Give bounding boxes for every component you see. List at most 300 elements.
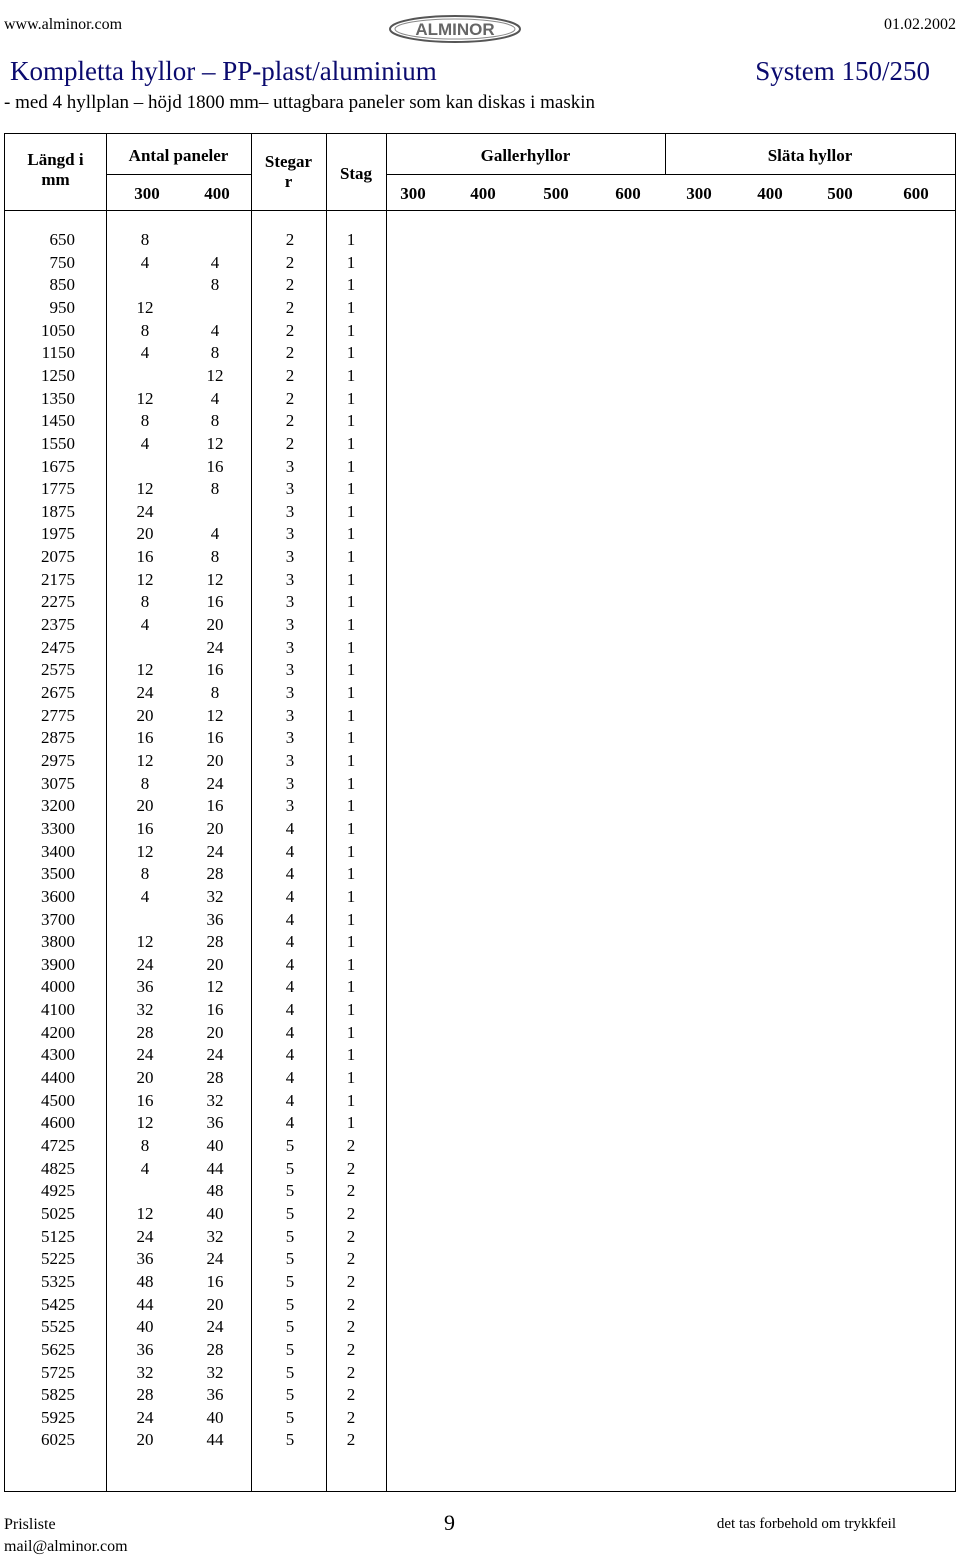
- row-panels-400: 20: [206, 615, 224, 635]
- row-panels-300: [125, 909, 165, 931]
- row-length: 3800: [41, 932, 75, 952]
- row-steps: 3: [285, 479, 295, 499]
- row-length: 5825: [41, 1385, 75, 1405]
- row-steps: 5: [285, 1226, 295, 1246]
- row-stag: 2: [346, 1294, 356, 1314]
- row-steps: 2: [285, 388, 295, 408]
- row-length: 5025: [41, 1203, 75, 1223]
- row-panels-300: 8: [140, 864, 150, 884]
- row-divider: [386, 174, 955, 175]
- row-length: 3300: [41, 818, 75, 838]
- row-length: 4500: [41, 1090, 75, 1110]
- panel-size-400: 400: [204, 184, 230, 203]
- row-panels-400: 44: [206, 1430, 224, 1450]
- row-length: 3200: [41, 796, 75, 816]
- row-steps: 5: [285, 1362, 295, 1382]
- row-steps: 4: [285, 1068, 295, 1088]
- row-steps: 4: [285, 1045, 295, 1065]
- row-length: 650: [49, 230, 75, 249]
- smooth-shelves-header: Släta hyllor: [767, 146, 853, 165]
- row-stag: 1: [346, 1068, 356, 1088]
- smooth-size: 400: [757, 184, 783, 203]
- row-length: 5125: [41, 1226, 75, 1246]
- row-panels-300: 16: [136, 547, 154, 567]
- row-panels-300: 32: [136, 1000, 154, 1020]
- row-panels-400: 32: [206, 1362, 224, 1382]
- row-panels-400: 28: [206, 932, 224, 952]
- row-panels-400: 40: [206, 1203, 224, 1223]
- page-number: 9: [444, 1510, 455, 1535]
- row-panels-400: 24: [206, 841, 224, 861]
- row-length: 3900: [41, 954, 75, 974]
- row-steps: 5: [285, 1271, 295, 1291]
- page-header: [4, 14, 956, 38]
- row-stag: 2: [346, 1158, 356, 1178]
- row-panels-400: 8: [210, 343, 220, 363]
- row-length: 2575: [41, 660, 75, 680]
- footer-email[interactable]: mail@alminor.com: [4, 1538, 128, 1555]
- row-length: 1775: [41, 479, 75, 499]
- row-stag: 1: [346, 479, 356, 499]
- row-panels-300: 12: [136, 750, 154, 770]
- alminor-logo: [388, 14, 522, 44]
- row-steps: 2: [285, 433, 295, 453]
- row-steps: 4: [285, 909, 295, 929]
- row-panels-300: [125, 637, 165, 659]
- row-stag: 1: [346, 1090, 356, 1110]
- row-panels-300: 20: [136, 705, 154, 725]
- row-stag: 1: [346, 818, 356, 838]
- row-length: 2375: [41, 615, 75, 635]
- row-stag: 1: [346, 433, 356, 453]
- row-steps: 4: [285, 1000, 295, 1020]
- row-steps: 3: [285, 796, 295, 816]
- row-panels-400: 16: [206, 728, 224, 748]
- row-steps: 3: [285, 592, 295, 612]
- row-panels-400: 28: [206, 1339, 224, 1359]
- footer-left: [4, 1514, 128, 1558]
- row-stag: 1: [346, 388, 356, 408]
- row-stag: 2: [346, 1249, 356, 1269]
- row-length: 2475: [41, 637, 75, 657]
- row-panels-300: 4: [140, 615, 150, 635]
- row-panels-300: 24: [136, 501, 154, 521]
- row-stag: 1: [346, 275, 356, 295]
- row-steps: 5: [285, 1385, 295, 1405]
- row-steps: 5: [285, 1158, 295, 1178]
- row-length: 3700: [41, 909, 75, 929]
- row-panels-400: 8: [210, 479, 220, 499]
- row-panels-300: 12: [136, 297, 154, 317]
- row-panels-400: 20: [206, 1022, 224, 1042]
- row-panels-400: 16: [206, 456, 224, 476]
- row-length: 3075: [41, 773, 75, 793]
- row-steps: 5: [285, 1430, 295, 1450]
- row-panels-400: 48: [206, 1181, 224, 1201]
- row-steps: 4: [285, 1090, 295, 1110]
- row-steps: 5: [285, 1407, 295, 1427]
- logo-text: ALMINOR: [415, 20, 495, 39]
- row-length: 1250: [41, 365, 75, 385]
- row-steps: 3: [285, 750, 295, 770]
- row-panels-300: 24: [136, 954, 154, 974]
- row-length: 2275: [41, 592, 75, 612]
- row-steps: 4: [285, 886, 295, 906]
- row-stag: 1: [346, 750, 356, 770]
- row-steps: 5: [285, 1181, 295, 1201]
- row-steps: 3: [285, 637, 295, 657]
- col-stag-header: Stag: [339, 164, 373, 183]
- row-panels-300: [125, 365, 165, 387]
- row-steps: 5: [285, 1317, 295, 1337]
- row-steps: 4: [285, 1022, 295, 1042]
- row-length: 1975: [41, 524, 75, 544]
- grid-size: 400: [470, 184, 496, 203]
- row-length: 3400: [41, 841, 75, 861]
- row-panels-400: 8: [210, 275, 220, 295]
- row-panels-400: 36: [206, 909, 224, 929]
- row-length: 950: [49, 297, 75, 317]
- col-divider: [251, 134, 252, 1491]
- row-length: 5925: [41, 1407, 75, 1427]
- row-panels-400: 4: [210, 524, 220, 544]
- row-stag: 1: [346, 932, 356, 952]
- row-panels-400: 12: [206, 977, 224, 997]
- row-steps: 5: [285, 1136, 295, 1155]
- page-title: [10, 56, 930, 90]
- row-steps: 3: [285, 728, 295, 748]
- row-panels-300: 12: [136, 1113, 154, 1133]
- row-stag: 1: [346, 456, 356, 476]
- row-length: 5725: [41, 1362, 75, 1382]
- row-panels-300: 12: [136, 841, 154, 861]
- row-stag: 2: [346, 1226, 356, 1246]
- row-panels-400: 8: [210, 683, 220, 702]
- row-panels-400: 40: [206, 1136, 224, 1155]
- row-panels-300: 8: [140, 320, 150, 340]
- row-stag: 2: [346, 1203, 356, 1223]
- row-steps: 3: [285, 773, 295, 793]
- row-panels-400: 4: [210, 388, 220, 408]
- row-stag: 1: [346, 230, 356, 249]
- row-steps: 3: [285, 501, 295, 521]
- row-steps: 4: [285, 977, 295, 997]
- row-panels-400: 8: [210, 411, 220, 431]
- row-steps: 5: [285, 1339, 295, 1359]
- row-panels-400: 20: [206, 818, 224, 838]
- print-date: 01.02.2002: [884, 16, 956, 33]
- smooth-size: 600: [903, 184, 929, 203]
- row-panels-300: 4: [140, 886, 150, 906]
- smooth-size: 300: [686, 184, 712, 203]
- row-panels-400: 4: [210, 252, 220, 272]
- row-steps: 3: [285, 547, 295, 567]
- row-panels-400: 16: [206, 1271, 224, 1291]
- row-panels-300: 36: [136, 977, 154, 997]
- row-steps: 2: [285, 297, 295, 317]
- row-panels-400: 36: [206, 1113, 224, 1133]
- row-panels-400: [195, 501, 235, 523]
- row-stag: 1: [346, 728, 356, 748]
- row-length: 2175: [41, 569, 75, 589]
- row-length: 5425: [41, 1294, 75, 1314]
- row-length: 2675: [41, 683, 75, 702]
- row-panels-300: 8: [140, 230, 150, 249]
- row-length: 4000: [41, 977, 75, 997]
- header-divider: [5, 210, 955, 211]
- row-panels-300: 4: [140, 252, 150, 272]
- row-stag: 2: [346, 1181, 356, 1201]
- row-panels-300: 20: [136, 1068, 154, 1088]
- col-divider: [386, 134, 387, 1491]
- row-panels-300: 48: [136, 1271, 154, 1291]
- row-length: 2975: [41, 750, 75, 770]
- row-panels-300: 4: [140, 1158, 150, 1178]
- row-stag: 1: [346, 1113, 356, 1133]
- row-length: 5225: [41, 1249, 75, 1269]
- row-steps: 4: [285, 1113, 295, 1133]
- grid-size: 500: [543, 184, 569, 203]
- row-panels-300: 20: [136, 524, 154, 544]
- row-stag: 1: [346, 411, 356, 431]
- row-stag: 2: [346, 1430, 356, 1450]
- row-panels-400: 32: [206, 886, 224, 906]
- row-length: 4300: [41, 1045, 75, 1065]
- row-stag: 1: [346, 773, 356, 793]
- row-steps: 2: [285, 343, 295, 363]
- row-panels-300: 8: [140, 1136, 150, 1155]
- row-stag: 2: [346, 1339, 356, 1359]
- row-steps: 3: [285, 615, 295, 635]
- row-length: 5325: [41, 1271, 75, 1291]
- row-length: 4400: [41, 1068, 75, 1088]
- row-stag: 1: [346, 683, 356, 702]
- row-panels-300: 8: [140, 411, 150, 431]
- row-panels-400: 12: [206, 569, 224, 589]
- row-steps: 3: [285, 456, 295, 476]
- row-steps: 4: [285, 818, 295, 838]
- row-steps: 3: [285, 660, 295, 680]
- row-panels-300: 24: [136, 1045, 154, 1065]
- row-panels-300: 16: [136, 1090, 154, 1110]
- row-length: 4100: [41, 1000, 75, 1020]
- site-url[interactable]: www.alminor.com: [4, 16, 123, 33]
- row-steps: 4: [285, 932, 295, 952]
- grid-size: 600: [615, 184, 641, 203]
- row-steps: 5: [285, 1249, 295, 1269]
- shelf-table: [4, 133, 956, 1492]
- row-panels-400: 16: [206, 1000, 224, 1020]
- grid-shelves-header: Gallerhyllor: [480, 146, 571, 165]
- row-stag: 1: [346, 547, 356, 567]
- row-stag: 1: [346, 524, 356, 544]
- row-length: 5625: [41, 1339, 75, 1359]
- grid-size: 300: [400, 184, 426, 203]
- row-length: 2075: [41, 547, 75, 567]
- row-stag: 1: [346, 1000, 356, 1020]
- row-panels-300: 12: [136, 932, 154, 952]
- row-length: 1550: [41, 433, 75, 453]
- row-panels-300: 28: [136, 1022, 154, 1042]
- row-length: 750: [49, 252, 75, 272]
- row-length: 4925: [41, 1181, 75, 1201]
- page-footer: [4, 1510, 956, 1554]
- row-stag: 1: [346, 343, 356, 363]
- row-panels-300: [125, 274, 165, 296]
- row-stag: 1: [346, 705, 356, 725]
- row-length: 1350: [41, 388, 75, 408]
- row-length: 4200: [41, 1022, 75, 1042]
- row-panels-300: [125, 1180, 165, 1202]
- row-panels-300: 12: [136, 569, 154, 589]
- row-panels-400: 36: [206, 1385, 224, 1405]
- row-length: 5525: [41, 1317, 75, 1337]
- title-system: System 150/250: [755, 56, 930, 86]
- row-steps: 3: [285, 569, 295, 589]
- row-panels-300: 16: [136, 728, 154, 748]
- row-steps: 2: [285, 365, 295, 385]
- row-stag: 1: [346, 796, 356, 816]
- row-stag: 1: [346, 954, 356, 974]
- row-panels-400: [195, 229, 235, 251]
- row-steps: 4: [285, 864, 295, 884]
- row-stag: 2: [346, 1317, 356, 1337]
- row-panels-400: 28: [206, 864, 224, 884]
- row-steps: 4: [285, 841, 295, 861]
- row-panels-400: 28: [206, 1068, 224, 1088]
- row-panels-400: 24: [206, 1045, 224, 1065]
- row-length: 4600: [41, 1113, 75, 1133]
- row-panels-400: 16: [206, 796, 224, 816]
- row-panels-300: 28: [136, 1385, 154, 1405]
- row-panels-300: 12: [136, 388, 154, 408]
- row-length: 4825: [41, 1158, 75, 1178]
- row-stag: 1: [346, 977, 356, 997]
- row-stag: 2: [346, 1271, 356, 1291]
- row-panels-400: 24: [206, 1249, 224, 1269]
- row-panels-400: 32: [206, 1090, 224, 1110]
- row-panels-400: 8: [210, 547, 220, 567]
- row-panels-400: 12: [206, 705, 224, 725]
- row-panels-300: 12: [136, 1203, 154, 1223]
- row-steps: 4: [285, 954, 295, 974]
- row-steps: 2: [285, 320, 295, 340]
- row-length: 1150: [41, 343, 75, 363]
- row-panels-300: 16: [136, 818, 154, 838]
- row-steps: 3: [285, 705, 295, 725]
- row-panels-300: 4: [140, 343, 150, 363]
- row-length: 4725: [41, 1136, 75, 1155]
- row-stag: 1: [346, 252, 356, 272]
- row-stag: 1: [346, 909, 356, 929]
- row-panels-300: 8: [140, 592, 150, 612]
- row-stag: 1: [346, 660, 356, 680]
- row-length: 1875: [41, 501, 75, 521]
- row-stag: 1: [346, 592, 356, 612]
- row-panels-300: 24: [136, 683, 154, 702]
- row-stag: 2: [346, 1407, 356, 1427]
- row-panels-400: 32: [206, 1226, 224, 1246]
- row-steps: 5: [285, 1294, 295, 1314]
- row-panels-300: 20: [136, 1430, 154, 1450]
- row-panels-300: 36: [136, 1249, 154, 1269]
- row-panels-300: 36: [136, 1339, 154, 1359]
- row-panels-400: 12: [206, 365, 224, 385]
- footer-label: Prisliste: [4, 1516, 56, 1533]
- row-stag: 2: [346, 1385, 356, 1405]
- row-steps: 3: [285, 683, 295, 702]
- row-panels-400: 20: [206, 750, 224, 770]
- panels-group-header: Antal paneler: [128, 146, 229, 165]
- row-length: 3500: [41, 864, 75, 884]
- row-stag: 1: [346, 1045, 356, 1065]
- footer-disclaimer: det tas forbehold om trykkfeil: [716, 1516, 896, 1532]
- row-panels-400: 12: [206, 433, 224, 453]
- row-panels-300: 40: [136, 1317, 154, 1337]
- row-steps: 2: [285, 275, 295, 295]
- row-panels-400: 24: [206, 1317, 224, 1337]
- row-panels-300: 8: [140, 773, 150, 793]
- row-length: 850: [49, 275, 75, 295]
- col-divider: [106, 134, 107, 1491]
- row-panels-400: 44: [206, 1158, 224, 1178]
- col-length-header: Längd i mm: [27, 150, 84, 189]
- row-panels-400: 24: [206, 637, 224, 657]
- row-steps: 2: [285, 252, 295, 272]
- row-stag: 1: [346, 569, 356, 589]
- row-panels-300: 4: [140, 433, 150, 453]
- row-steps: 5: [285, 1203, 295, 1223]
- row-panels-300: [125, 456, 165, 478]
- smooth-size: 500: [827, 184, 853, 203]
- row-steps: 2: [285, 230, 295, 249]
- row-panels-400: 40: [206, 1407, 224, 1427]
- row-stag: 1: [346, 637, 356, 657]
- row-stag: 2: [346, 1362, 356, 1382]
- row-panels-300: 12: [136, 479, 154, 499]
- row-panels-300: 44: [136, 1294, 154, 1314]
- row-length: 1675: [41, 456, 75, 476]
- row-stag: 1: [346, 1022, 356, 1042]
- row-stag: 1: [346, 297, 356, 317]
- row-steps: 2: [285, 411, 295, 431]
- row-panels-300: 24: [136, 1226, 154, 1246]
- page-subtitle: - med 4 hyllplan – höjd 1800 mm– uttagbara paneler som kan diskas i maskin: [4, 92, 596, 113]
- title-product: Kompletta hyllor – PP-plast/aluminium: [10, 56, 437, 86]
- row-stag: 1: [346, 841, 356, 861]
- row-length: 1050: [41, 320, 75, 340]
- row-stag: 1: [346, 615, 356, 635]
- row-stag: 2: [346, 1136, 356, 1155]
- row-steps: 3: [285, 524, 295, 544]
- row-stag: 1: [346, 886, 356, 906]
- row-panels-300: 12: [136, 660, 154, 680]
- row-panels-400: 16: [206, 660, 224, 680]
- row-panels-400: 4: [210, 320, 220, 340]
- col-divider: [326, 134, 327, 1491]
- row-panels-300: 20: [136, 796, 154, 816]
- row-panels-400: 24: [206, 773, 224, 793]
- row-stag: 1: [346, 365, 356, 385]
- row-panels-400: 16: [206, 592, 224, 612]
- row-panels-400: 20: [206, 1294, 224, 1314]
- row-length: 1450: [41, 411, 75, 431]
- row-panels-300: 24: [136, 1407, 154, 1427]
- panel-size-300: 300: [134, 184, 160, 203]
- row-length: 2775: [41, 705, 75, 725]
- row-length: 3600: [41, 886, 75, 906]
- row-panels-400: 20: [206, 954, 224, 974]
